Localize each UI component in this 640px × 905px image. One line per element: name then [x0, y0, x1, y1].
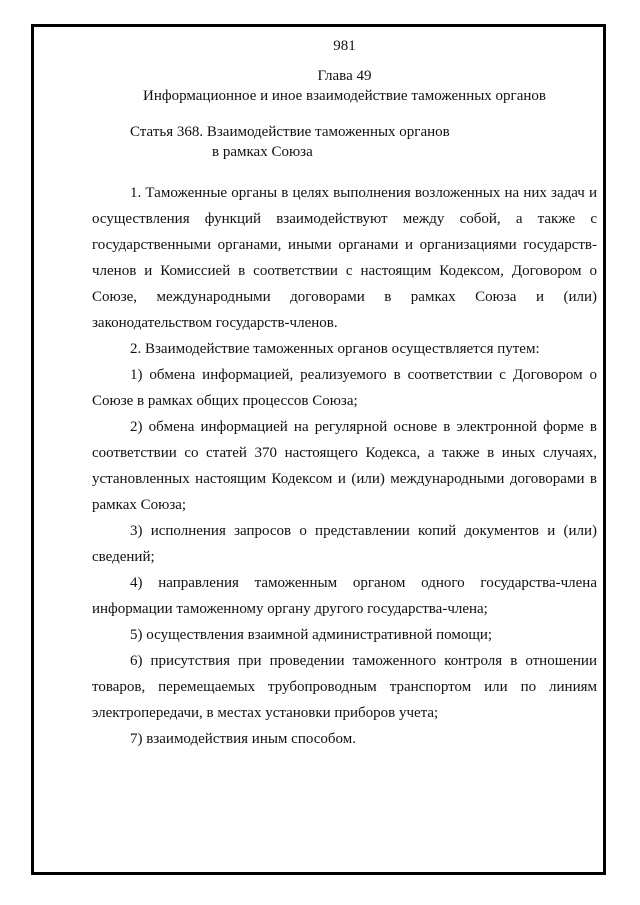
article-heading [92, 122, 597, 162]
list-item-7: 7) взаимодействия иным способом. [130, 731, 356, 747]
document-page [92, 36, 597, 752]
chapter-number: Глава 49 [317, 68, 372, 84]
list-item-1: 1) обмена информацией, реализуемого в соответствии с Договором о Союзе в рамках общих процессов Союза; [92, 367, 597, 409]
chapter-title: Информационное и иное взаимодействие таможенных органов [143, 88, 546, 104]
paragraph-2: 2. Взаимодействие таможенных органов осуществляется путем: [130, 341, 540, 357]
list-item-4: 4) направления таможенным органом одного государства-члена информации таможенному органу другого государства-члена; [92, 575, 597, 617]
article-heading-line1: Статья 368. Взаимодействие таможенных органов [130, 124, 450, 140]
page-number: 981 [333, 38, 356, 54]
article-heading-line2: в рамках Союза [212, 144, 313, 160]
article-body [92, 180, 597, 752]
list-item-5: 5) осуществления взаимной административной помощи; [130, 627, 493, 643]
paragraph-1: 1. Таможенные органы в целях выполнения возложенных на них задач и осуществления функций взаимодействуют между собой, а также с государственными органами, иными органами и организациями государств-членов и Комиссией в соответствии с настоящим Кодексом, Договором о Союзе, международными договорами в рамках Союза и (или) законодательством государств-членов. [92, 185, 597, 331]
list-item-6: 6) присутствия при проведении таможенного контроля в отношении товаров, перемещаемых трубопроводным транспортом или по линиям электропередачи, в местах установки приборов учета; [92, 653, 597, 721]
list-item-2: 2) обмена информацией на регулярной основе в электронной форме в соответствии со статей 370 настоящего Кодекса, а также в иных случаях, установленных настоящим Кодексом и (или) международными договорами в рамках Союза; [92, 419, 597, 513]
list-item-3: 3) исполнения запросов о представлении копий документов и (или) сведений; [92, 523, 597, 565]
